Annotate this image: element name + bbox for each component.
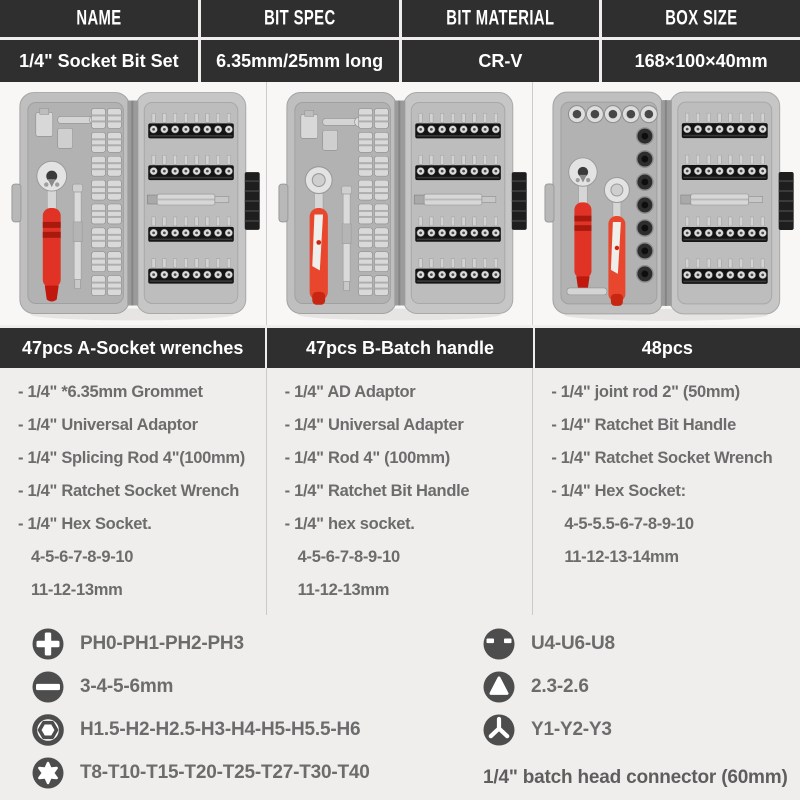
bit-sizes-label: H1.5-H2-H2.5-H3-H4-H5-H5.5-H6 <box>80 719 361 740</box>
feature-item: - 1/4" Rod 4" (100mm) <box>284 449 450 467</box>
bit-type-index <box>0 615 800 800</box>
feature-item: - 1/4" Ratchet Socket Wrench <box>551 449 773 467</box>
tool-case-image <box>0 82 266 325</box>
product-photo-48pcs-set <box>533 82 800 325</box>
spec-table <box>0 0 800 82</box>
phillips-icon <box>32 628 64 660</box>
triangle-icon <box>483 671 515 703</box>
spec-name-cell <box>0 0 198 37</box>
product-feature-list-c <box>533 368 800 615</box>
torx-icon <box>32 757 64 789</box>
tool-case-image <box>533 82 800 325</box>
spec-value-cell: CR-V <box>402 40 600 82</box>
bit-type-row <box>32 671 450 703</box>
feature-item: - 1/4" Universal Adapter <box>284 416 464 434</box>
product-feature-list-b <box>267 368 534 615</box>
tool-case-image <box>267 82 533 325</box>
feature-item: - 1/4" Splicing Rod 4"(100mm) <box>18 449 245 467</box>
product-photo-batch-handle-set <box>267 82 534 325</box>
feature-item: 4-5-5.5-6-7-8-9-10 <box>564 515 694 533</box>
feature-item: 4-5-6-7-8-9-10 <box>297 548 400 566</box>
bit-sizes-label: PH0-PH1-PH2-PH3 <box>80 633 244 654</box>
bit-sizes-label: T8-T10-T15-T20-T25-T27-T30-T40 <box>80 762 370 783</box>
slotted-icon <box>32 671 64 703</box>
feature-item: - 1/4" AD Adaptor <box>284 383 416 401</box>
spec-value-cell: 6.35mm/25mm long <box>201 40 399 82</box>
bit-type-row <box>32 628 450 660</box>
feature-item: 11-12-13mm <box>297 581 390 599</box>
feature-item: 11-12-13-14mm <box>564 548 679 566</box>
bit-sizes-label: 3-4-5-6mm <box>80 676 174 697</box>
bit-sizes-label: 2.3-2.6 <box>531 676 589 697</box>
product-feature-list-a <box>0 368 267 615</box>
feature-item: - 1/4" *6.35mm Grommet <box>18 383 203 401</box>
product-photos <box>0 82 800 325</box>
spec-value-cell: 1/4" Socket Bit Set <box>0 40 198 82</box>
feature-item: - 1/4" Ratchet Bit Handle <box>551 416 736 434</box>
bit-sizes-label: U4-U6-U8 <box>531 633 615 654</box>
bit-type-row <box>483 714 800 746</box>
spec-header-row <box>0 0 800 37</box>
feature-item: - 1/4" Hex Socket. <box>18 515 152 533</box>
bit-type-row <box>483 671 800 703</box>
bit-index-left-column <box>0 628 450 800</box>
spec-label: NAME <box>76 6 122 30</box>
bit-sizes-label: Y1-Y2-Y3 <box>531 719 612 740</box>
bit-type-row <box>32 757 450 789</box>
spec-label: BIT SPEC <box>263 6 336 30</box>
feature-item: - 1/4" Universal Adaptor <box>18 416 198 434</box>
spec-name-cell <box>201 0 399 37</box>
y-type-icon <box>483 714 515 746</box>
product-title: 47pcs B-Batch handle <box>267 328 532 368</box>
batch-head-connector-note: 1/4" batch head connector (60mm) <box>483 767 788 788</box>
bit-type-row <box>32 714 450 746</box>
feature-item: - 1/4" Hex Socket: <box>551 482 686 500</box>
spec-label: BIT MATERIAL <box>446 6 555 30</box>
product-title: 48pcs <box>535 328 800 368</box>
product-photo-socket-set <box>0 82 267 325</box>
spec-name-cell <box>602 0 800 37</box>
feature-lists <box>0 368 800 615</box>
product-titles <box>0 328 800 368</box>
hex-icon <box>32 714 64 746</box>
feature-item: - 1/4" Ratchet Bit Handle <box>284 482 470 500</box>
spec-value-row <box>0 40 800 82</box>
spec-name-cell <box>402 0 600 37</box>
feature-item: - 1/4" joint rod 2" (50mm) <box>551 383 740 401</box>
feature-item: - 1/4" hex socket. <box>284 515 415 533</box>
spec-value-cell: 168×100×40mm <box>602 40 800 82</box>
feature-item: 11-12-13mm <box>31 581 123 599</box>
feature-item: - 1/4" Ratchet Socket Wrench <box>18 482 240 500</box>
feature-item: 4-5-6-7-8-9-10 <box>31 548 134 566</box>
spec-label: BOX SIZE <box>664 6 738 30</box>
product-title: 47pcs A-Socket wrenches <box>0 328 265 368</box>
u-type-icon <box>483 628 515 660</box>
bit-index-right-column <box>450 628 800 800</box>
bit-type-row <box>483 628 800 660</box>
